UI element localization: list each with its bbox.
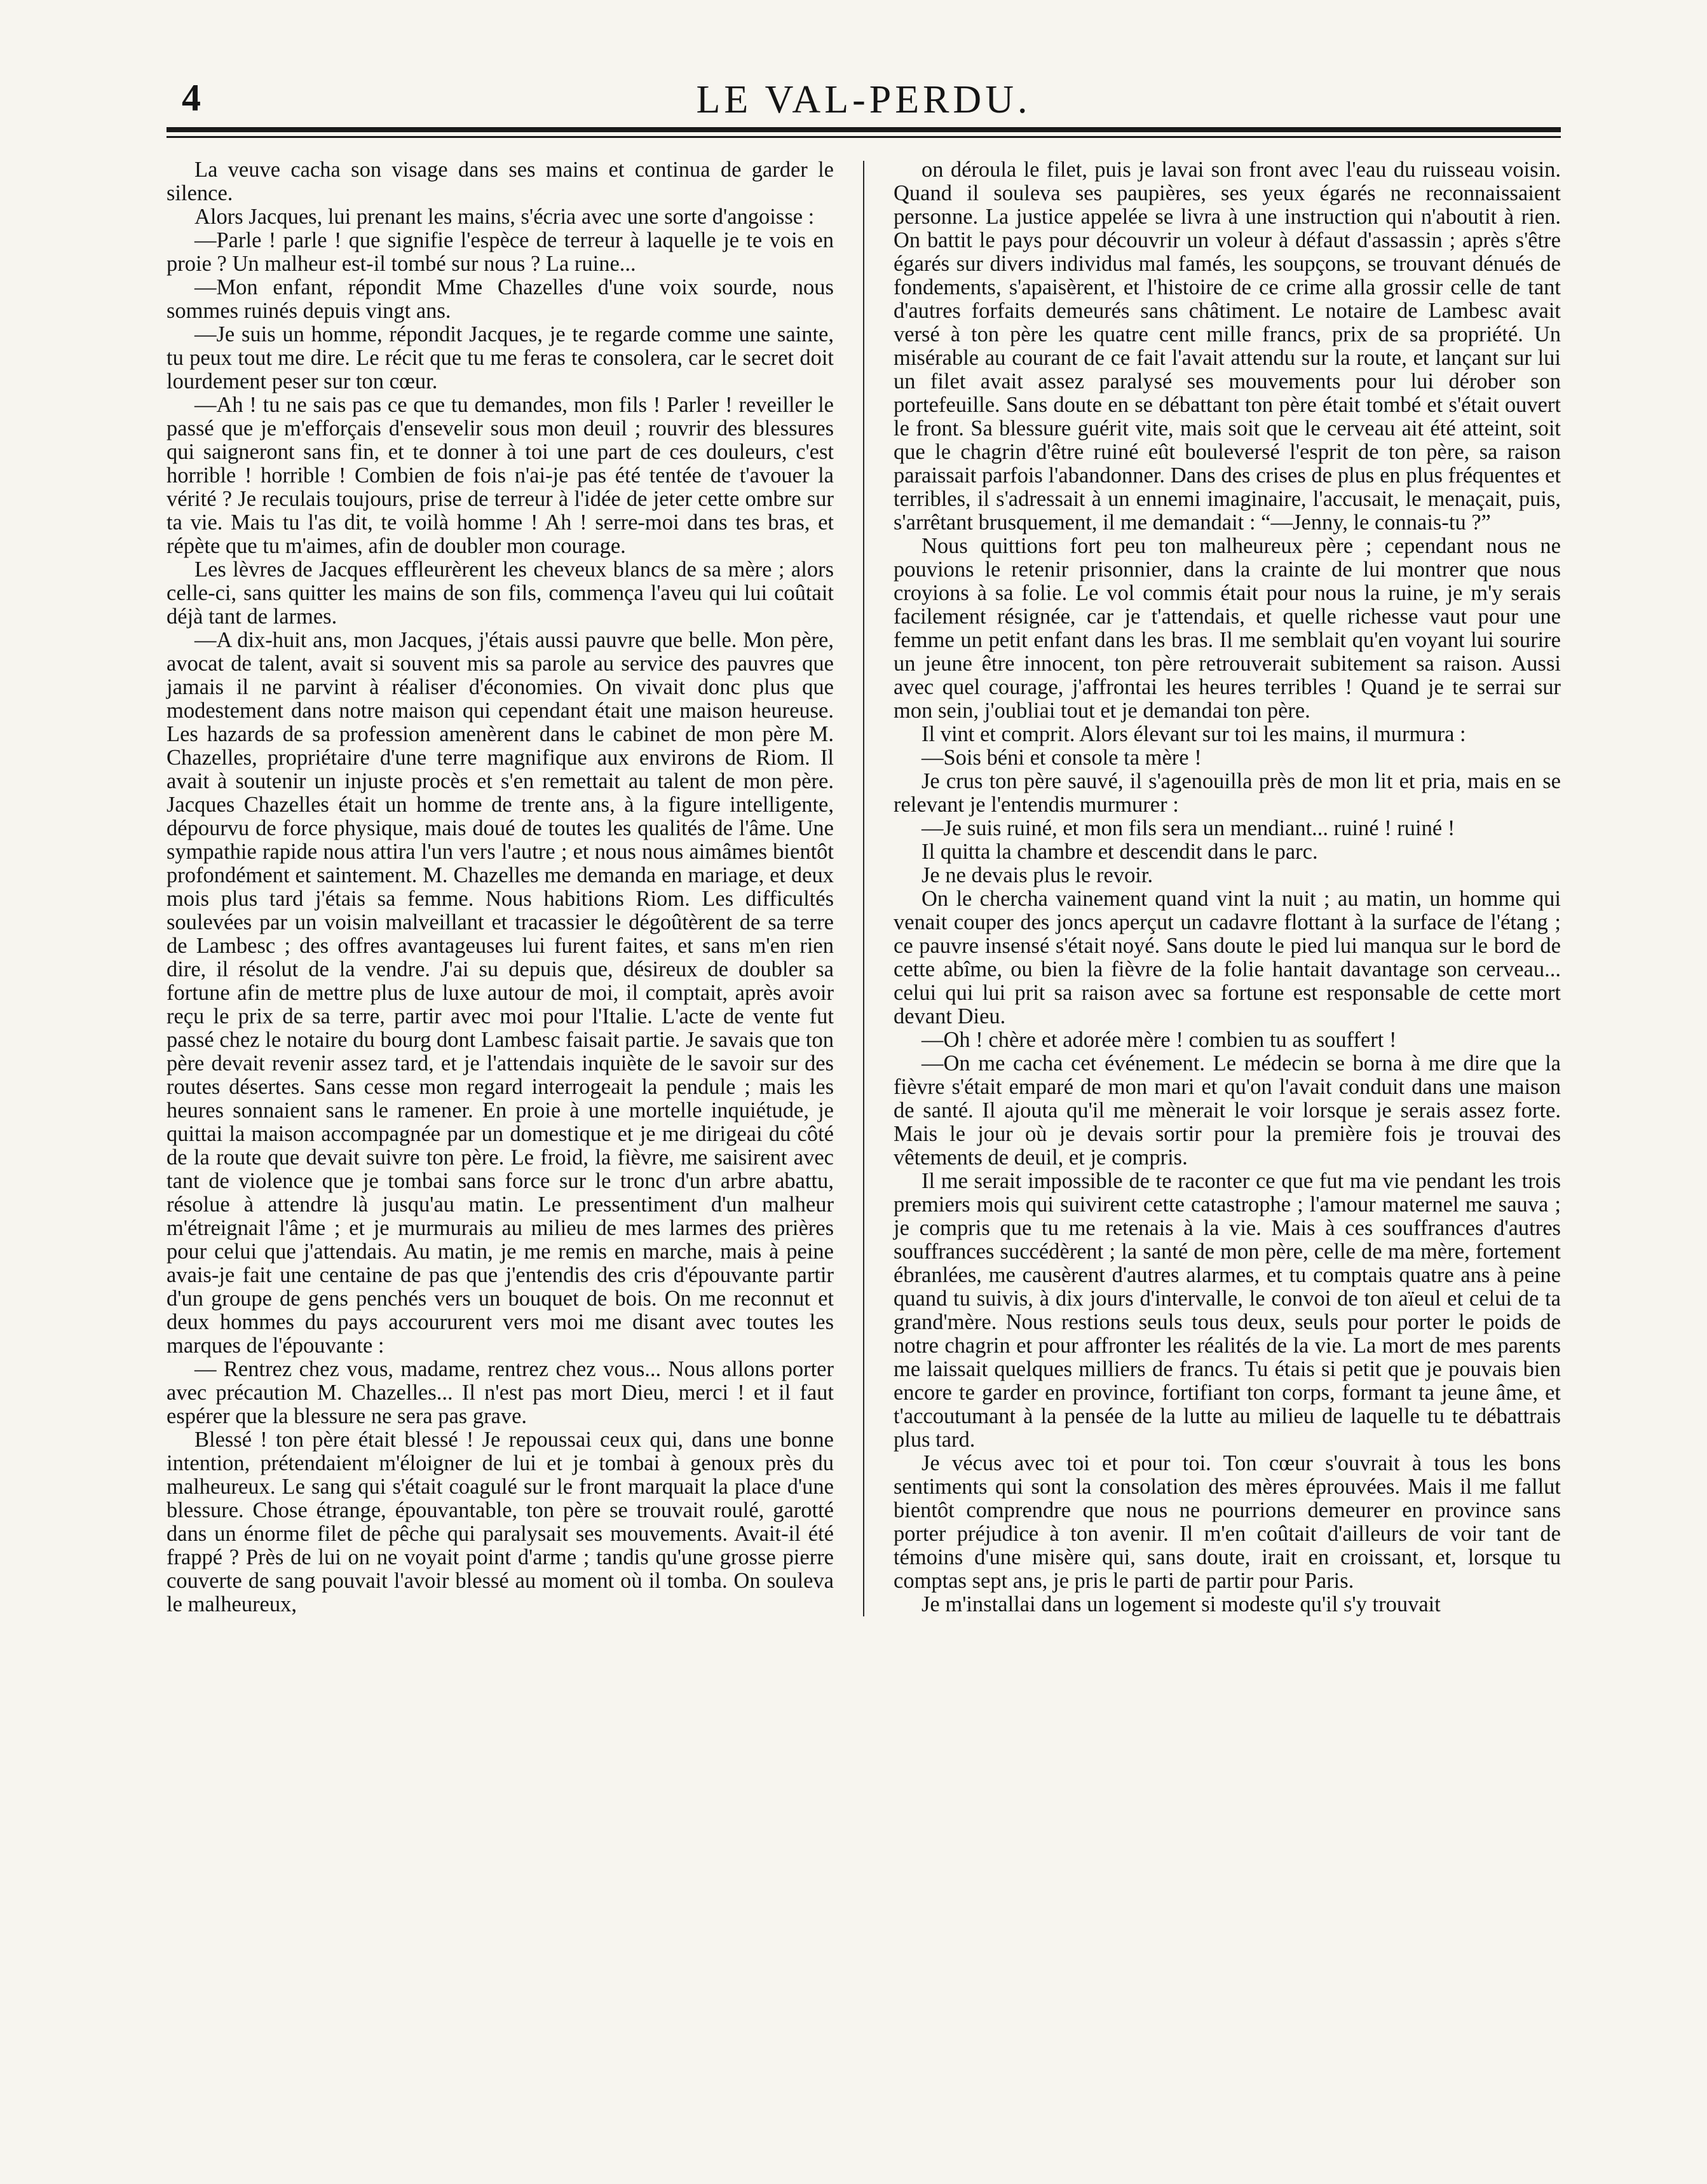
- paragraph: — Rentrez chez vous, madame, rentrez chez vous... Nous allons porter avec précaution M. Chazelles... Il n'est pas mort Dieu, merci ! et il faut espérer que la blessure ne sera pas grave.: [167, 1357, 834, 1428]
- paragraph: —Je suis un homme, répondit Jacques, je te regarde comme une sainte, tu peux tout me dire. Le récit que tu me feras te consolera, car le secret doit lourdement peser sur ton cœur.: [167, 322, 834, 393]
- paragraph: —Sois béni et console ta mère !: [922, 746, 1202, 770]
- paragraph: Nous quittions fort peu ton malheureux père ; cependant nous ne pouvions le retenir prisonnier, dans la crainte de lui montrer que nous croyions à sa folie. Le vol commis était pour nous la ruine, je m'y serais facilement résignée, car je t'attendais, et quelle richesse vaut pour une femme un petit enfant dans les bras. Il me semblait qu'en voyant lui sourire un jeune être innocent, ton père retrouverait subitement sa raison. Aussi avec quel courage, j'affrontai les heures terribles ! Quand je te serrai sur mon sein, j'oubliai tout et je demandai ton père.: [894, 534, 1561, 723]
- paragraph: Je vécus avec toi et pour toi. Ton cœur s'ouvrait à tous les bons sentiments qui sont la consolation des mères éprouvées. Mais il me fallut bientôt comprendre que nous ne pourrions demeurer en province sans porter préjudice à ton avenir. Il m'en coûtait d'ailleurs de voir tant de témoins d'une misère qui, sans doute, irait en croissant, et, lorsque tu comptas sept ans, je pris le parti de partir pour Paris.: [894, 1451, 1561, 1593]
- paragraph: Je crus ton père sauvé, il s'agenouilla près de mon lit et pria, mais en se relevant je l'entendis murmurer :: [894, 769, 1561, 817]
- text-columns: [167, 158, 1561, 1616]
- paragraph: Les lèvres de Jacques effleurèrent les cheveux blancs de sa mère ; alors celle-ci, sans quitter les mains de son fils, commença l'aveu qui lui coûtait déjà tant de larmes.: [167, 557, 834, 629]
- page-number: 4: [182, 77, 201, 119]
- paragraph: Il vint et comprit. Alors élevant sur toi les mains, il murmura :: [922, 722, 1466, 746]
- paragraph: Alors Jacques, lui prenant les mains, s'écria avec une sorte d'angoisse :: [194, 205, 815, 229]
- paragraph: Il me serait impossible de te raconter ce que fut ma vie pendant les trois premiers mois qui suivirent cette catastrophe ; l'amour maternel me sauva ; je compris que tu me retenais à la vie. Mais à ces souffrances d'autres souffrances succédèrent ; la santé de mon père, celle de ma mère, fortement ébranlées, me causèrent d'autres alarmes, et tu comptais quatre ans à peine quand tu suivis, à dix jours d'intervalle, le convoi de ton aïeul et celui de ta grand'mère. Nous restions seuls tous deux, seuls pour porter le poids de notre chagrin et pour affronter les réalités de la vie. La mort de mes parents me laissait quelques milliers de francs. Tu étais si petit que je pouvais bien encore te garder en province, fortifiant ton corps, formant ta jeune âme, et t'accoutumant à la pensée de la lutte au milieu de laquelle tu te débattrais plus tard.: [894, 1169, 1561, 1452]
- header-rule-thin: [167, 136, 1561, 138]
- paragraph: Il quitta la chambre et descendit dans le parc.: [922, 840, 1318, 864]
- journal-title: LE VAL-PERDU.: [696, 78, 1031, 121]
- page-header: [167, 70, 1561, 123]
- paragraph: —On me cacha cet événement. Le médecin se borna à me dire que la fièvre s'était emparé de mon mari et qu'on l'avait conduit dans une maison de santé. Il ajouta qu'il me mènerait le voir lorsque je serais assez forte. Mais le jour où je devais sortir pour la première fois je trouvai des vêtements de deuil, et je compris.: [894, 1051, 1561, 1170]
- paragraph: La veuve cacha son visage dans ses mains et continua de garder le silence.: [167, 158, 834, 205]
- paragraph: Blessé ! ton père était blessé ! Je repoussai ceux qui, dans une bonne intention, prétendaient m'éloigner de lui et je tombai à genoux près du malheureux. Le sang qui s'était coagulé sur le front marquait la place d'une blessure. Chose étrange, épouvantable, ton père se trouvait roulé, garotté dans un énorme filet de pêche qui paralysait ses mouvements. Avait-il été frappé ? Près de lui on ne voyait point d'arme ; tandis qu'une grosse pierre couverte de sang pouvait l'avoir blessé au moment où il tomba. On souleva le malheureux,: [167, 1428, 834, 1616]
- column-divider: [863, 161, 864, 1616]
- paragraph: —Je suis ruiné, et mon fils sera un mendiant... ruiné ! ruiné !: [922, 816, 1455, 840]
- paragraph: Je m'installai dans un logement si modeste qu'il s'y trouvait: [922, 1592, 1441, 1616]
- header-rule-thick: [167, 127, 1561, 132]
- paragraph: —Ah ! tu ne sais pas ce que tu demandes, mon fils ! Parler ! reveiller le passé que je m'efforçais d'ensevelir sous mon deuil ; rouvrir des blessures qui saigneront sans fin, et te donner à toi une part de ces douleurs, c'est horrible ! horrible ! Combien de fois n'ai-je pas été tentée de t'avouer la vérité ? Je reculais toujours, prise de terreur à l'idée de jeter cette ombre sur ta vie. Mais tu l'as dit, te voilà homme ! Ah ! serre-moi dans tes bras, et répète que tu m'aimes, afin de doubler mon courage.: [167, 393, 834, 558]
- paragraph: —A dix-huit ans, mon Jacques, j'étais aussi pauvre que belle. Mon père, avocat de talent, avait si souvent mis sa parole au service des pauvres que jamais il ne parvint à réaliser d'économies. On vivait donc plus que modestement dans notre maison qui cependant était une maison heureuse. Les hazards de sa profession amenèrent dans le cabinet de mon père M. Chazelles, propriétaire d'une terre magnifique aux environs de Riom. Il avait à soutenir un injuste procès et s'en remettait au talent de mon père. Jacques Chazelles était un homme de trente ans, à la figure intelligente, dépourvu de force physique, mais doué de toutes les qualités de l'âme. Une sympathie rapide nous attira l'un vers l'autre ; et nous nous aimâmes bientôt profondément et saintement. M. Chazelles me demanda en mariage, et deux mois plus tard j'étais sa femme. Nous habitions Riom. Les difficultés soulevées par un voisin malveillant et tracassier le dégoûtèrent de sa terre de Lambesc ; des offres avantageuses lui furent faites, et sans m'en rien dire, il résolut de la vendre. J'ai su depuis que, désireux de doubler sa fortune afin de mettre plus de luxe autour de moi, il comptait, après avoir reçu le prix de sa terre, partir avec moi pour l'Italie. L'acte de vente fut passé chez le notaire du bourg dont Lambesc faisait partie. Je savais que ton père devait revenir assez tard, et je l'attendais inquiète de le savoir sur des routes désertes. Sans cesse mon regard interrogeait la pendule ; mais les heures sonnaient sans le ramener. En proie à une mortelle inquiétude, je quittai la maison accompagnée par un domestique et je me dirigeai du côté de la route que devait suivre ton père. Le froid, la fièvre, me saisirent avec tant de violence que je tombai sans force sur le tronc d'un arbre abattu, résolue à attendre là jusqu'au matin. Le pressentiment d'un malheur m'étreignait l'âme ; et je murmurais au milieu de mes larmes des prières pour celui que j'attendais. Au matin, je me remis en marche, mais à peine avais-je fait une centaine de pas que j'entendis des cris d'épouvante partir d'un groupe de gens penchés vers un bouquet de bois. On me reconnut et deux hommes du pays accoururent vers moi me disant avec toutes les marques de l'épouvante :: [167, 628, 834, 1358]
- paragraph: —Mon enfant, répondit Mme Chazelles d'une voix sourde, nous sommes ruinés depuis vingt ans.: [167, 275, 834, 323]
- paragraph: On le chercha vainement quand vint la nuit ; au matin, un homme qui venait couper des joncs aperçut un cadavre flottant à la surface de l'étang ; ce pauvre insensé s'était noyé. Sans doute le pied lui manqua sur le bord de cette abîme, ou bien la fièvre de la folie hantait davantage son cerveau... celui qui lui prit sa raison avec sa fortune est responsable de cette mort devant Dieu.: [894, 887, 1561, 1028]
- paragraph: —Oh ! chère et adorée mère ! combien tu as souffert !: [922, 1028, 1397, 1052]
- right-column: [894, 158, 1561, 1616]
- paragraph: —Parle ! parle ! que signifie l'espèce de terreur à laquelle je te vois en proie ? Un malheur est-il tombé sur nous ? La ruine...: [167, 228, 834, 276]
- paragraph: on déroula le filet, puis je lavai son front avec l'eau du ruisseau voisin. Quand il souleva ses paupières, ses yeux égarés ne reconnaissaient personne. La justice appelée se livra à une instruction qui n'aboutit à rien. On battit le pays pour découvrir un voleur à défaut d'assassin ; après s'être égarés sur divers individus mal famés, les soupçons, se trouvant dénués de fondements, s'apaisèrent, et l'histoire de ce crime alla grossir celle de tant d'autres forfaits demeurés sans châtiment. Le notaire de Lambesc avait versé à ton père les quatre cent mille francs, prix de sa propriété. Un misérable au courant de ce fait l'avait attendu sur la route, et lançant sur lui un filet avait assez paralysé ses mouvements pour lui dérober son portefeuille. Sans doute en se débattant ton père était tombé et s'était ouvert le front. Sa blessure guérit vite, mais soit que le cerveau ait été atteint, soit que le chagrin d'être ruiné eût bouleversé l'esprit de ton père, sa raison paraissait parfois l'abandonner. Dans des crises de plus en plus fréquentes et terribles, il s'adressait à un ennemi imaginaire, l'accusait, le menaçait, puis, s'arrêtant brusquement, il me demandait : “—Jenny, le connais-tu ?”: [894, 158, 1561, 535]
- paragraph: Je ne devais plus le revoir.: [922, 863, 1153, 887]
- left-column: [167, 158, 834, 1616]
